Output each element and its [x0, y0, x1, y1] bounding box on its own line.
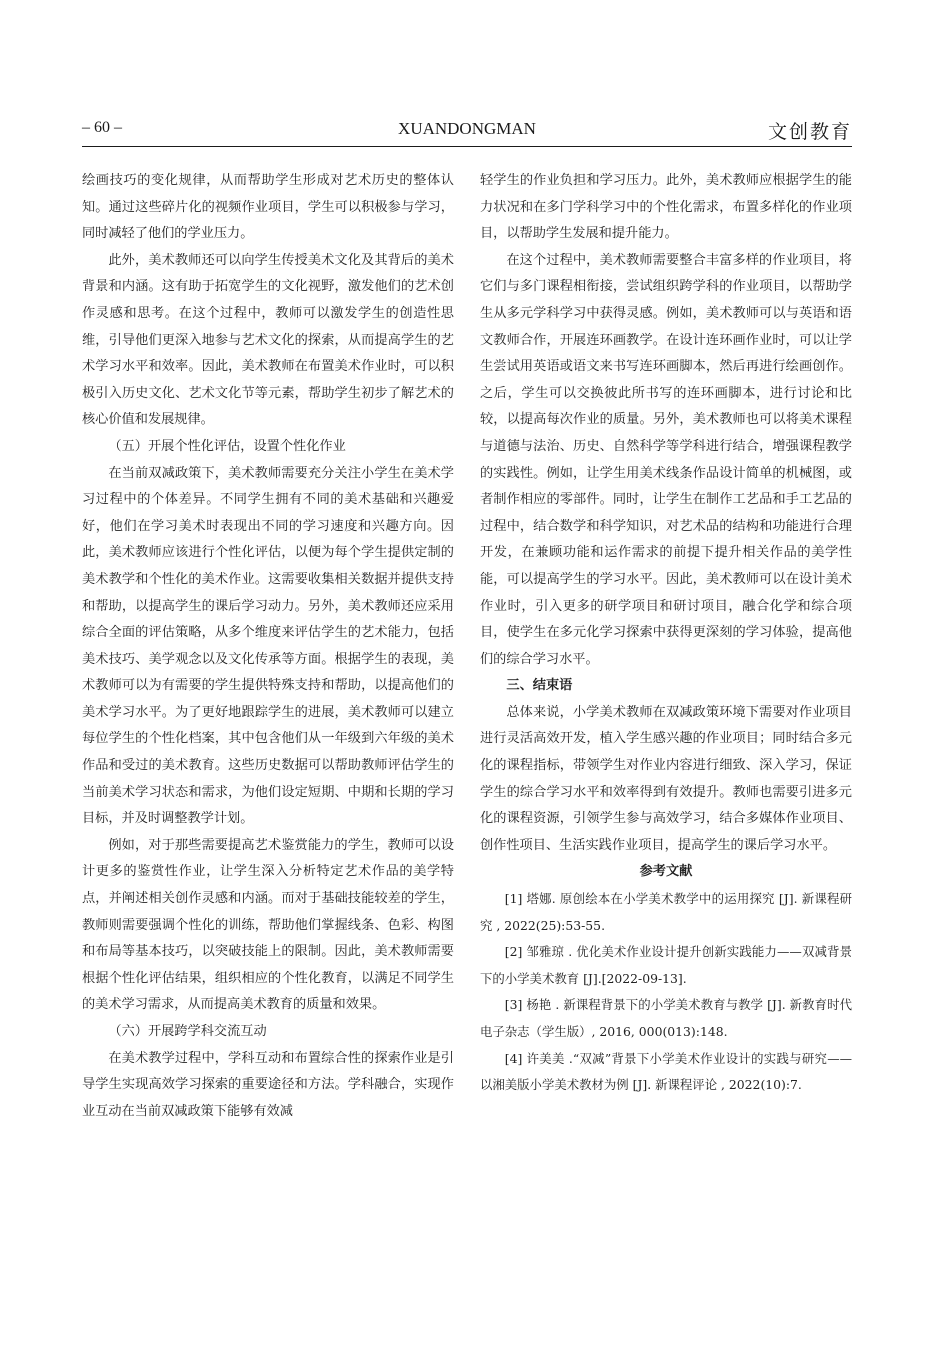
- paragraph: 此外，美术教师还可以向学生传授美术文化及其背后的美术背景和内涵。这有助于拓宽学生的文化视野，激发他们的艺术创作灵感和思考。在这个过程中，教师可以激发学生的创造性思维，引导他们更深入地参与艺术文化的探索，从而提高学生的艺术学习水平和效率。因此，美术教师在布置美术作业时，可以积极引入历史文化、艺术文化节等元素，帮助学生初步了解艺术的核心价值和发展规律。: [82, 252, 454, 428]
- journal-title: XUANDONGMAN: [398, 119, 536, 138]
- paragraph: 在当前双减政策下，美术教师需要充分关注小学生在美术学习过程中的个体差异。不同学生拥有不同的美术基础和兴趣爱好，他们在学习美术时表现出不同的学习速度和兴趣方向。因此，美术教师应该进行个性化评估，以便为每个学生提供定制的美术教学和个性化的美术作业。这需要收集相关数据并提供支持和帮助，以提高学生的课后学习动力。另外，美术教师还应采用综合全面的评估策略，从多个维度来评估学生的艺术能力，包括美术技巧、美学观念以及文化传承等方面。根据学生的表现，美术教师可以为有需要的学生提供特殊支持和帮助，以提高他们的美术学习水平。为了更好地跟踪学生的进展，美术教师可以建立每位学生的个性化档案，其中包含他们从一年级到六年级的美术作品和受过的美术教育。这些历史数据可以帮助教师评估学生的当前美术学习状态和需求，为他们设定短期、中期和长期的学习目标，并及时调整教学计划。: [82, 465, 454, 827]
- reference-item: [2] 邹雅琼 . 优化美术作业设计提升创新实践能力——双减背景下的小学美术教育 [J].[2022-09-13].: [480, 944, 852, 986]
- section-title: 文创教育: [767, 121, 852, 143]
- header-rule: [82, 146, 852, 147]
- paragraph: 绘画技巧的变化规律，从而帮助学生形成对艺术历史的整体认知。通过这些碎片化的视频作业项目，学生可以积极参与学习，同时减轻了他们的学业压力。: [82, 173, 454, 242]
- page-header: [82, 117, 852, 143]
- left-column: [82, 168, 454, 1125]
- subsection-heading: （六）开展跨学科交流互动: [108, 1024, 267, 1039]
- reference-item: [3] 杨艳 . 新课程背景下的小学美术教育与教学 [J]. 新教育时代电子杂志（学生版）, 2016, 000(013):148.: [480, 997, 852, 1039]
- subsection-heading: （五）开展个性化评估，设置个性化作业: [108, 438, 346, 454]
- reference-item: [4] 许美美 .“双减”背景下小学美术作业设计的实践与研究——以湘美版小学美术教材为例 [J]. 新课程评论 , 2022(10):7.: [480, 1050, 852, 1093]
- section-heading: 三、结束语: [506, 678, 573, 694]
- paragraph: 例如，对于那些需要提高艺术鉴赏能力的学生，教师可以设计更多的鉴赏性作业，让学生深入分析特定艺术作品的美学特点，并阐述相关创作灵感和内涵。而对于基础技能较差的学生，教师则需要强调个性化的训练，帮助他们掌握线条、色彩、构图和布局等基本技巧，以突破技能上的限制。因此，美术教师需要根据个性化评估结果，组织相应的个性化教育，以满足不同学生的美术学习需求，从而提高美术教育的质量和效果。: [82, 837, 454, 1013]
- right-column: [480, 168, 852, 1099]
- reference-item: [1] 塔娜. 原创绘本在小学美术教学中的运用探究 [J]. 新课程研究 , 2022(25):53-55.: [480, 891, 852, 933]
- paragraph: 在美术教学过程中，学科互动和布置综合性的探索作业是引导学生实现高效学习探索的重要途径和方法。学科融合，实现作业互动在当前双减政策下能够有效减: [82, 1050, 454, 1119]
- paragraph: 在这个过程中，美术教师需要整合丰富多样的作业项目，将它们与多门课程相衔接，尝试组织跨学科的作业项目，以帮助学生从多元学科学习中获得灵感。例如，美术教师可以与英语和语文教师合作，开展连环画教学。在设计连环画作业时，可以让学生尝试用英语或语文来书写连环画脚本，然后再进行绘画创作。之后，学生可以交换彼此所书写的连环画脚本，进行讨论和比较，以提高每次作业的质量。另外，美术教师也可以将美术课程与道德与法治、历史、自然科学等学科进行结合，增强课程教学的实践性。例如，让学生用美术线条作品设计简单的机械图，或者制作相应的零部件。同时，让学生在制作工艺品和手工艺品的过程中，结合数学和科学知识，对艺术品的结构和功能进行合理开发，在兼顾功能和运作需求的前提下提升相关作品的美学性能，可以提高学生的学习水平。因此，美术教师可以在设计美术作业时，引入更多的研学项目和研讨项目，融合化学和综合项目，使学生在多元化学习探索中获得更深刻的学习体验，提高他们的综合学习水平。: [480, 252, 852, 667]
- paragraph: 总体来说，小学美术教师在双减政策环境下需要对作业项目进行灵活高效开发，植入学生感兴趣的作业项目；同时结合多元化的课程指标，带领学生对作业内容进行细致、深入学习，保证学生的综合学习水平和效率得到有效提升。教师也需要引进多元化的课程资源，引领学生参与高效学习，结合多媒体作业项目、创作性项目、生活实践作业项目，提高学生的课后学习水平。: [480, 704, 852, 853]
- page-number: – 60 –: [82, 119, 122, 136]
- paragraph: 轻学生的作业负担和学习压力。此外，美术教师应根据学生的能力状况和在多门学科学习中的个性化需求，布置多样化的作业项目，以帮助学生发展和提升能力。: [480, 173, 852, 242]
- references-heading: 参考文献: [639, 864, 693, 880]
